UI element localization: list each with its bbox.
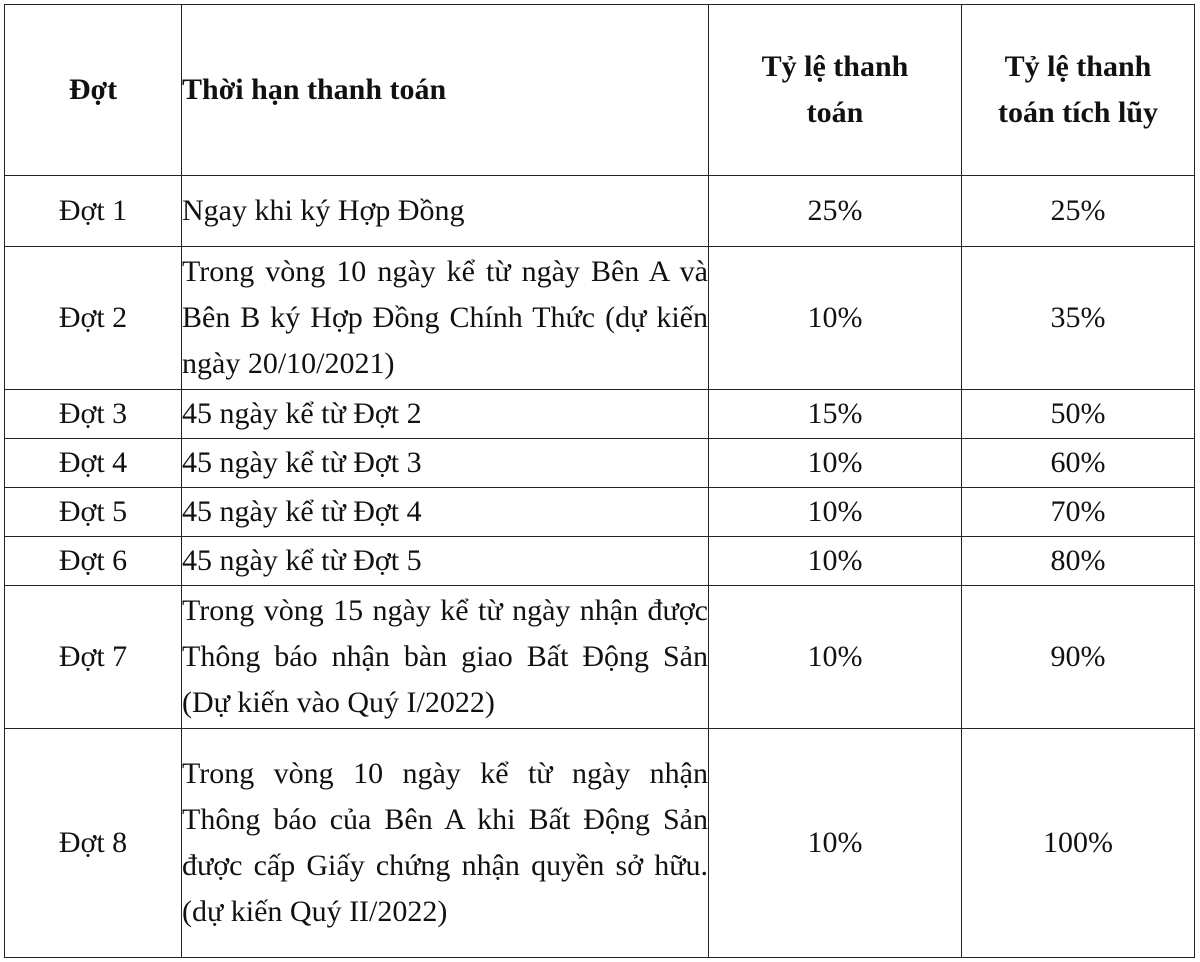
payment-term-cell: Ngay khi ký Hợp Đồng (182, 176, 709, 247)
cumulative-rate-cell: 70% (962, 488, 1195, 537)
table-row (5, 537, 1195, 586)
cumulative-rate-cell: 50% (962, 390, 1195, 439)
payment-term-cell: Trong vòng 10 ngày kể từ ngày Bên A và Bên B ký Hợp Đồng Chính Thức (dự kiến ngày 20/10/2021) (182, 247, 709, 390)
payment-schedule-table (4, 4, 1195, 958)
batch-cell: Đợt 1 (5, 176, 182, 247)
table-row (5, 488, 1195, 537)
payment-rate-cell: 10% (709, 247, 962, 390)
payment-term-cell: 45 ngày kể từ Đợt 3 (182, 439, 709, 488)
table-header-row (5, 5, 1195, 176)
batch-cell: Đợt 3 (5, 390, 182, 439)
payment-term-cell: 45 ngày kể từ Đợt 5 (182, 537, 709, 586)
payment-rate-cell: 15% (709, 390, 962, 439)
batch-cell: Đợt 5 (5, 488, 182, 537)
table-row (5, 247, 1195, 390)
header-payment-rate-line2: toán (806, 96, 864, 129)
header-batch: Đợt (5, 5, 182, 176)
payment-term-cell: 45 ngày kể từ Đợt 4 (182, 488, 709, 537)
batch-cell: Đợt 8 (5, 729, 182, 958)
batch-cell: Đợt 6 (5, 537, 182, 586)
payment-rate-cell: 25% (709, 176, 962, 247)
header-payment-term: Thời hạn thanh toán (182, 5, 709, 176)
table-row (5, 586, 1195, 729)
header-payment-rate (709, 5, 962, 176)
payment-rate-cell: 10% (709, 488, 962, 537)
cumulative-rate-cell: 100% (962, 729, 1195, 958)
payment-term-cell: Trong vòng 15 ngày kể từ ngày nhận được Thông báo nhận bàn giao Bất Động Sản (Dự kiến vào Quý I/2022) (182, 586, 709, 729)
header-cumulative-rate (962, 5, 1195, 176)
batch-cell: Đợt 2 (5, 247, 182, 390)
cumulative-rate-cell: 60% (962, 439, 1195, 488)
header-cumulative-rate-line1: Tỷ lệ thanh (1004, 50, 1152, 83)
cumulative-rate-cell: 35% (962, 247, 1195, 390)
cumulative-rate-cell: 25% (962, 176, 1195, 247)
payment-rate-cell: 10% (709, 537, 962, 586)
payment-rate-cell: 10% (709, 439, 962, 488)
payment-term-cell: Trong vòng 10 ngày kể từ ngày nhận Thông báo của Bên A khi Bất Động Sản được cấp Giấy chứng nhận quyền sở hữu. (dự kiến Quý II/2022) (182, 729, 709, 958)
batch-cell: Đợt 4 (5, 439, 182, 488)
header-cumulative-rate-line2: toán tích lũy (997, 96, 1159, 129)
payment-term-cell: 45 ngày kể từ Đợt 2 (182, 390, 709, 439)
table-row (5, 176, 1195, 247)
table-row (5, 439, 1195, 488)
cumulative-rate-cell: 90% (962, 586, 1195, 729)
cumulative-rate-cell: 80% (962, 537, 1195, 586)
payment-rate-cell: 10% (709, 586, 962, 729)
batch-cell: Đợt 7 (5, 586, 182, 729)
header-payment-rate-line1: Tỷ lệ thanh (761, 50, 909, 83)
payment-rate-cell: 10% (709, 729, 962, 958)
table-row (5, 390, 1195, 439)
table-row (5, 729, 1195, 958)
